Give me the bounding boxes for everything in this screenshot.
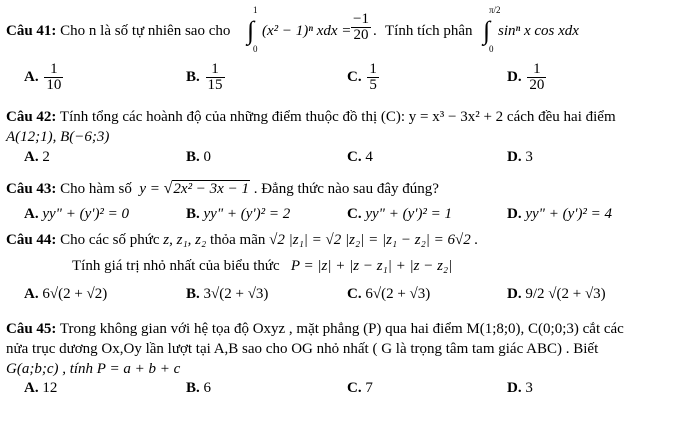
option-value: yy" + (y')² = 2 [203,206,291,222]
fraction-numerator: −1 [353,11,369,27]
option-letter: D. [507,206,522,222]
question-45-label: Câu 45: [6,321,57,337]
question-41-integrand [262,22,351,40]
option-letter: D. [507,380,522,396]
question-44-stem [6,231,478,249]
fraction-denominator: 15 [207,77,223,93]
fraction-denominator: 5 [369,77,377,93]
question-41-integral-1 [245,5,262,54]
option-letter: B. [186,68,200,85]
question-42-option-d[interactable] [507,149,533,166]
question-44-text: Cho các số phức [60,232,160,248]
question-41-text: Cho n là số tự nhiên sao cho [60,23,231,39]
fraction [44,62,63,93]
option-letter: D. [507,149,522,165]
option-value: 3√(2 + √3) [203,286,269,302]
option-letter: D. [507,286,522,302]
question-45-line-3-row [6,360,180,378]
question-42-stem [6,108,686,126]
question-41-stem [6,22,230,40]
question-44-prompt [72,257,452,275]
question-41-option-a[interactable] [24,62,65,93]
option-value: 6√(2 + √3) [365,286,431,302]
integral-sign-icon: ∫ π/2 0 [483,5,501,54]
option-value: yy" + (y')² = 1 [365,206,453,222]
question-44-option-d[interactable] [507,286,606,303]
option-letter: C. [347,68,362,85]
question-42-option-c[interactable] [347,149,373,166]
option-value: 4 [365,149,373,165]
question-41-text-2 [385,22,472,40]
option-letter: C. [347,149,362,165]
question-44-option-c[interactable] [347,286,430,303]
fraction [206,62,225,93]
option-letter: C. [347,206,362,222]
fraction-denominator: 10 [46,77,62,93]
option-letter: B. [186,380,200,396]
fraction-denominator: 20 [353,27,369,43]
question-41-integrand-2 [498,22,579,40]
question-43-text-2: . Đẳng thức nào sau đây đúng? [253,181,439,197]
option-value: 7 [365,380,373,396]
question-43-label: Câu 43: [6,181,57,197]
fraction-numerator: 1 [369,61,377,77]
question-41-rhs [349,12,373,43]
question-44-option-a[interactable] [24,286,107,303]
question-41-text-2-label: Tính tích phân [385,23,473,39]
question-45-option-d[interactable] [507,380,533,397]
fraction-numerator: 1 [44,62,63,78]
option-letter: A. [24,206,39,222]
question-44-expression: P = |z| + |z − z₁| + |z − z₂| [290,258,453,274]
integral-sign-icon: ∫ 1 0 [247,5,258,54]
integral-upper-bound: π/2 [489,5,501,15]
question-44-condition: √2 |z₁| = √2 |z₂| = |z₁ − z₂| = 6√2 . [269,232,479,248]
fraction-denominator: 20 [529,77,545,93]
question-41-period: . [373,23,377,39]
question-44-label: Câu 44: [6,232,57,248]
question-45-line-2: nửa trục dương Ox,Oy lần lượt tại A,B sao cho OG nhỏ nhất ( G là trọng tâm tam giác ABC) . Biết [6,341,599,357]
fraction-numerator: 1 [206,62,225,78]
question-44-option-b[interactable] [186,286,268,303]
question-43-option-d[interactable] [507,206,612,223]
question-45-line-1: Trong không gian với hệ tọa độ Oxyz , mặt phẳng (P) qua hai điểm M(1;8;0), C(0;0;3) cắt các [59,321,624,337]
fraction [351,12,371,43]
option-letter: B. [186,286,200,302]
option-letter: D. [507,68,522,85]
question-41-integral-2 [481,5,501,54]
option-value: 12 [42,380,58,396]
question-44-text-2: thỏa mãn [209,232,266,248]
question-45-option-b[interactable] [186,380,211,397]
option-value: 6 [203,380,212,396]
question-43-radicand: 2x² − 3x − 1 [173,181,249,197]
option-letter: B. [186,206,200,222]
integral-lower-bound: 0 [253,44,258,54]
question-41-option-d[interactable] [507,62,548,93]
option-letter: C. [347,380,362,396]
option-letter: A. [24,149,39,165]
option-letter: B. [186,149,200,165]
option-value: yy" + (y')² = 4 [525,206,613,222]
question-41-label: Câu 41: [6,23,57,39]
question-43-stem [6,180,439,198]
question-43-text: Cho hàm số [60,181,132,197]
option-value: yy" + (y')² = 0 [42,206,130,222]
option-value: 2 [42,149,50,165]
question-45-option-c[interactable] [347,380,373,397]
option-value: 0 [203,149,212,165]
question-41-option-b[interactable] [186,62,227,93]
option-letter: A. [24,68,39,85]
option-letter: C. [347,286,362,302]
question-43-option-c[interactable] [347,206,452,223]
question-44-vars: z, z₁, z₂ [163,232,207,248]
fraction [527,62,546,93]
sqrt-icon: √ [163,180,173,197]
question-43-func-lhs: y = [139,181,160,197]
question-42-points [6,128,109,146]
fraction-numerator: 1 [527,62,546,78]
integral-upper-bound: 1 [253,5,258,15]
option-value: 3 [525,380,533,396]
question-42-label: Câu 42: [6,109,57,125]
option-letter: A. [24,286,39,302]
question-42-text: Tính tổng các hoành độ của những điểm thuộc đồ thị (C): y = x³ − 3x² + 2 cách đều hai điểm [59,109,616,125]
integral-lower-bound: 0 [489,44,494,54]
question-45-line-2-row [6,340,686,358]
option-value: 3 [525,149,533,165]
question-41-option-c[interactable] [347,62,381,93]
question-42-option-a[interactable] [24,149,50,166]
question-42-option-b[interactable] [186,149,211,166]
question-45-stem [6,320,686,338]
option-letter: A. [24,380,39,396]
question-41-integrand-2-text: sinⁿ x cos xdx [498,23,579,39]
option-value: 9/2 √(2 + √3) [525,286,606,302]
question-43-option-b[interactable] [186,206,290,223]
question-44-text-3: Tính giá trị nhỏ nhất của biểu thức [72,258,280,274]
question-42-points-text: A(12;1), B(−6;3) [6,129,110,145]
question-41-integrand-text: (x² − 1)ⁿ xdx = [262,23,352,39]
option-value: 6√(2 + √2) [42,286,108,302]
question-43-option-a[interactable] [24,206,129,223]
question-45-option-a[interactable] [24,380,57,397]
question-45-line-3: G(a;b;c) , tính P = a + b + c [6,361,181,377]
fraction [367,62,379,93]
